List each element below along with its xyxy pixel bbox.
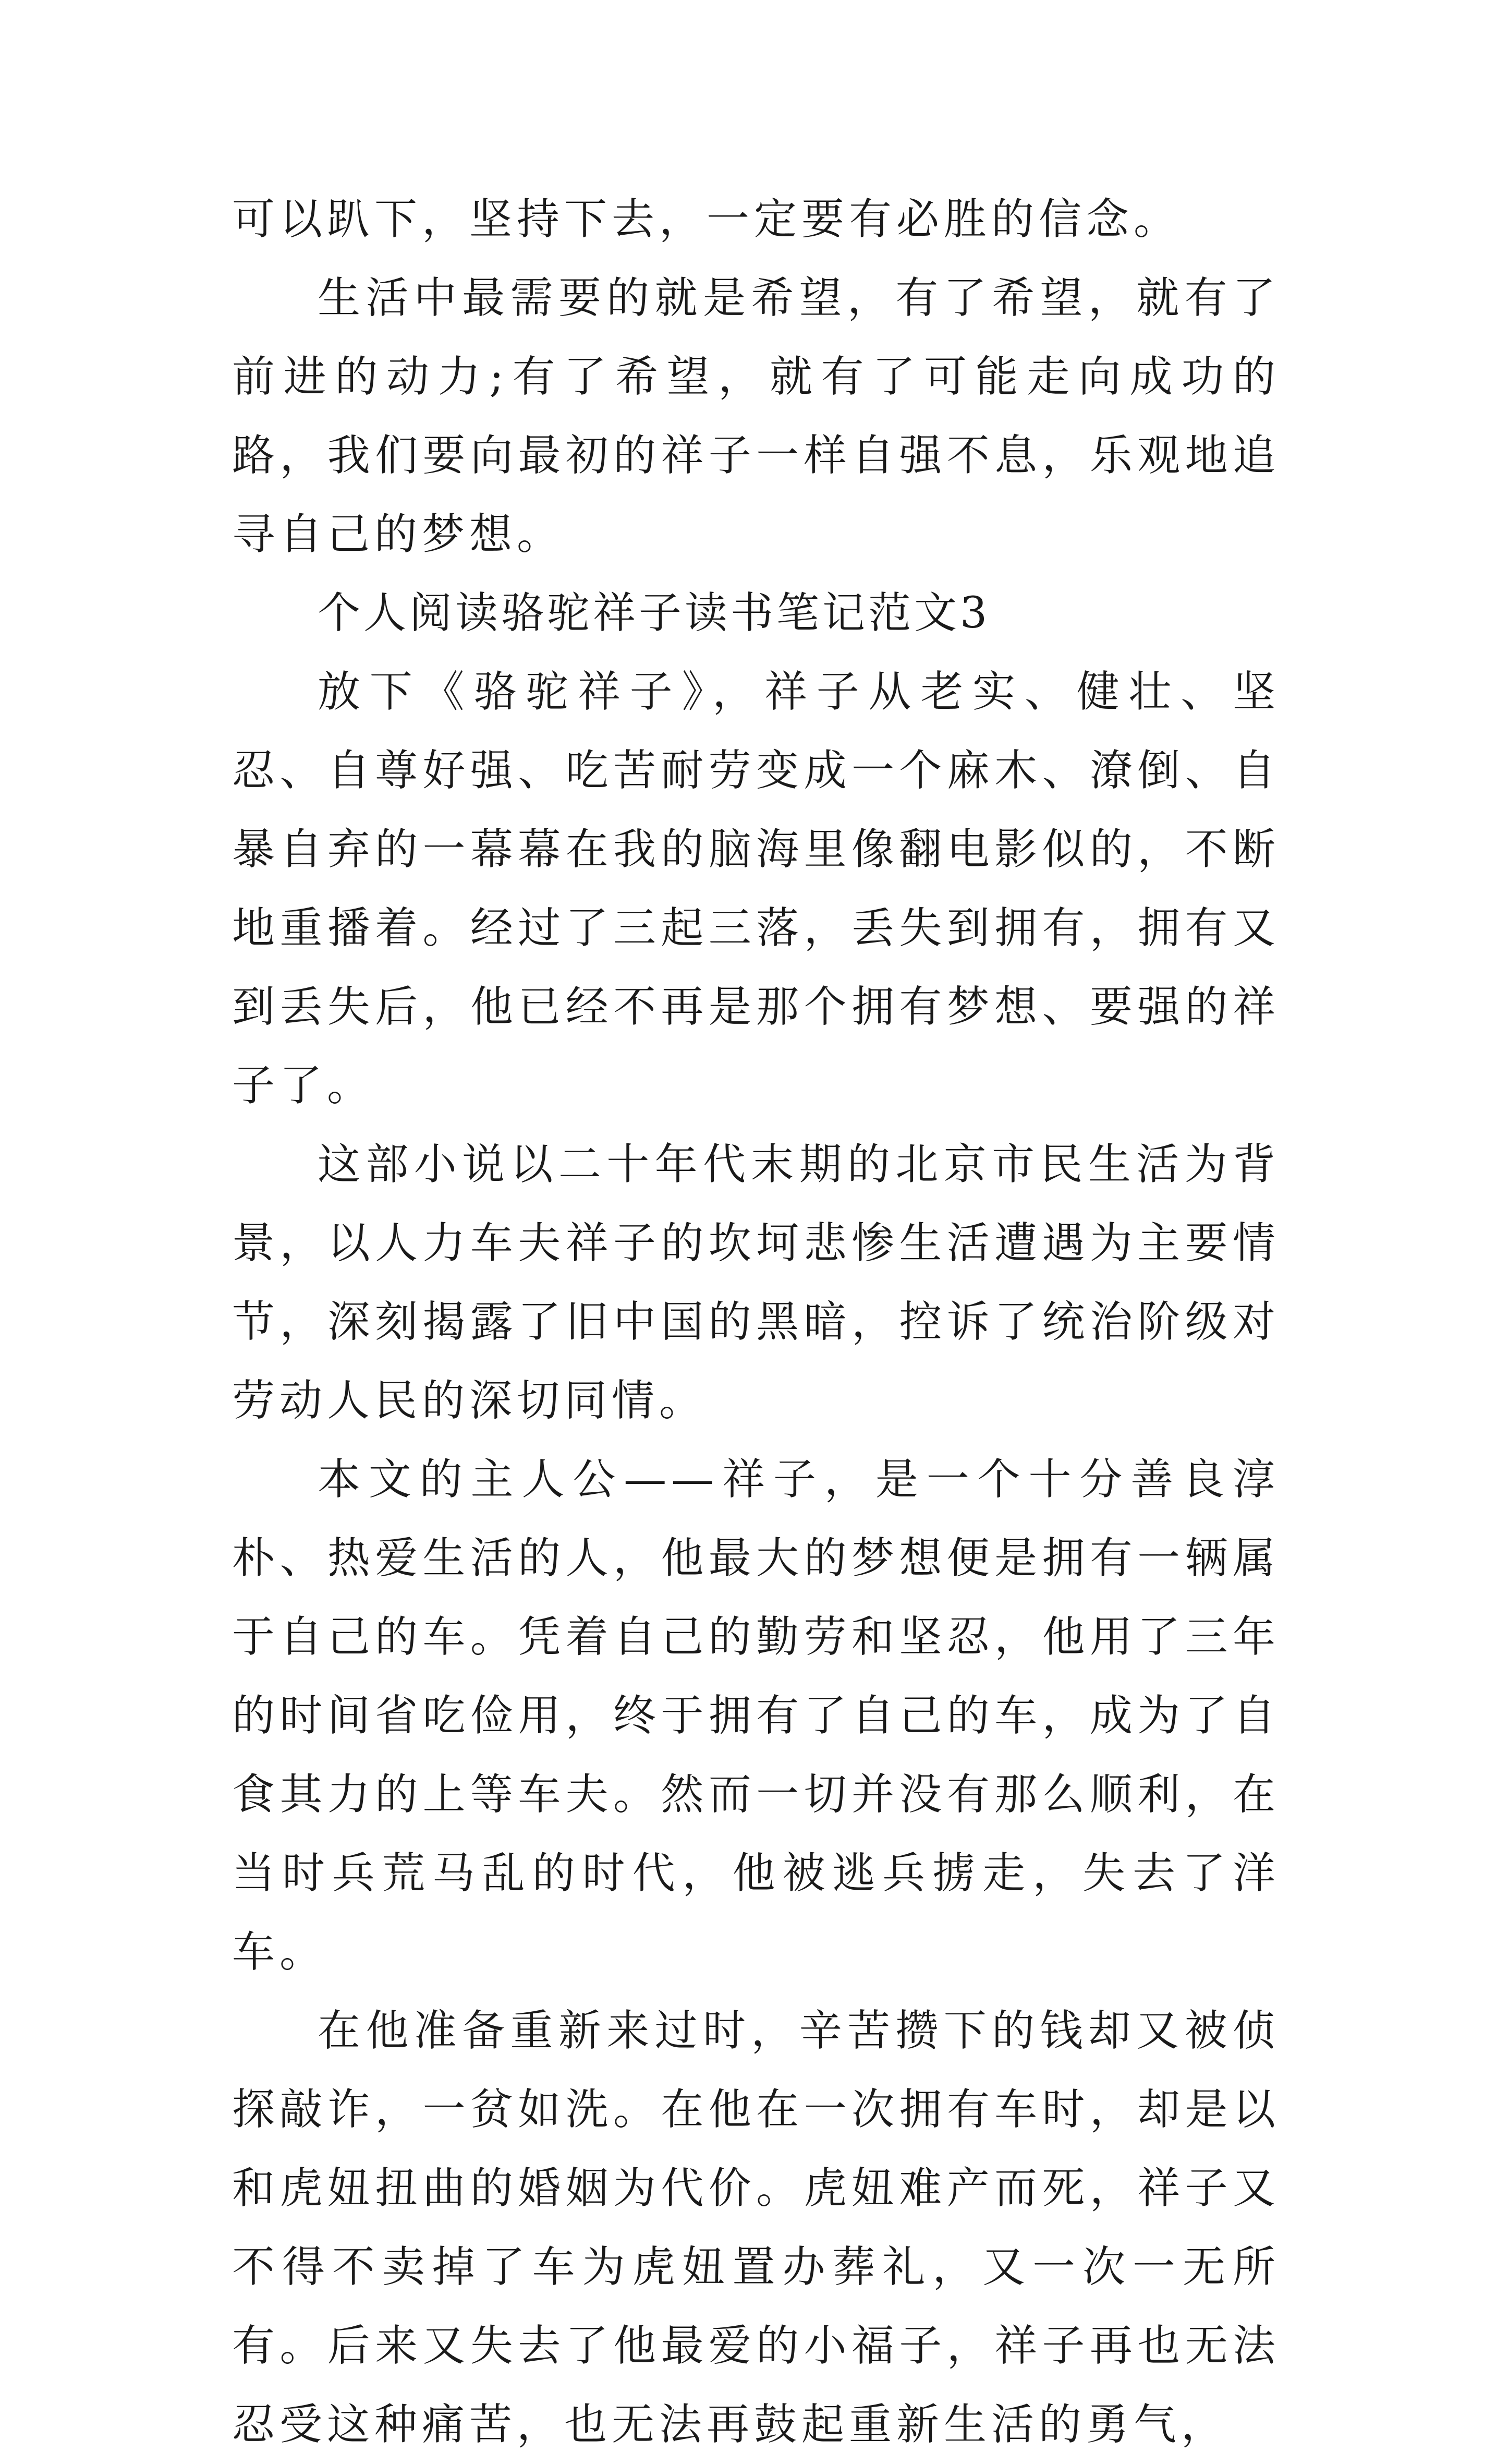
section-heading: 个人阅读骆驼祥子读书笔记范文3 — [318, 588, 991, 638]
paragraph-6: 在他准备重新来过时，辛苦攒下的钱却又被侦探敲诈，一贫如洗。在他在一次拥有车时，却是以和虎妞扭曲的婚姻为代价。虎妞难产而死，祥子又不得不卖掉了车为虎妞置办葬礼，又一次一无所有。后来又失去了他最爱的小福子，祥子再也无法忍受这种痛苦，也无法再鼓起重新生活的勇气， — [232, 2006, 1280, 2449]
paragraph-5: 本文的主人公——祥子，是一个十分善良淳朴、热爱生活的人，他最大的梦想便是拥有一辆属于自己的车。凭着自己的勤劳和坚忍，他用了三年的时间省吃俭用，终于拥有了自己的车，成为了自食其力的上等车夫。然而一切并没有那么顺利，在当时兵荒马乱的时代，他被逃兵掳走，失去了洋车。 — [232, 1455, 1280, 1977]
paragraph-3: 放下《骆驼祥子》，祥子从老实、健壮、坚忍、自尊好强、吃苦耐劳变成一个麻木、潦倒、自暴自弃的一幕幕在我的脑海里像翻电影似的，不断地重播着。经过了三起三落，丢失到拥有，拥有又到丢失后，他已经不再是那个拥有梦想、要强的祥子了。 — [232, 667, 1280, 1110]
paragraph-4: 这部小说以二十年代末期的北京市民生活为背景，以人力车夫祥子的坎坷悲惨生活遭遇为主要情节，深刻揭露了旧中国的黑暗，控诉了统治阶级对劳动人民的深切同情。 — [232, 1140, 1280, 1426]
paragraph-1: 可以趴下，坚持下去，一定要有必胜的信念。 — [232, 195, 1182, 244]
paragraph-2: 生活中最需要的就是希望，有了希望，就有了前进的动力;有了希望，就有了可能走向成功的路，我们要向最初的祥子一样自强不息，乐观地追寻自己的梦想。 — [232, 273, 1280, 559]
document-body — [232, 180, 1280, 2464]
